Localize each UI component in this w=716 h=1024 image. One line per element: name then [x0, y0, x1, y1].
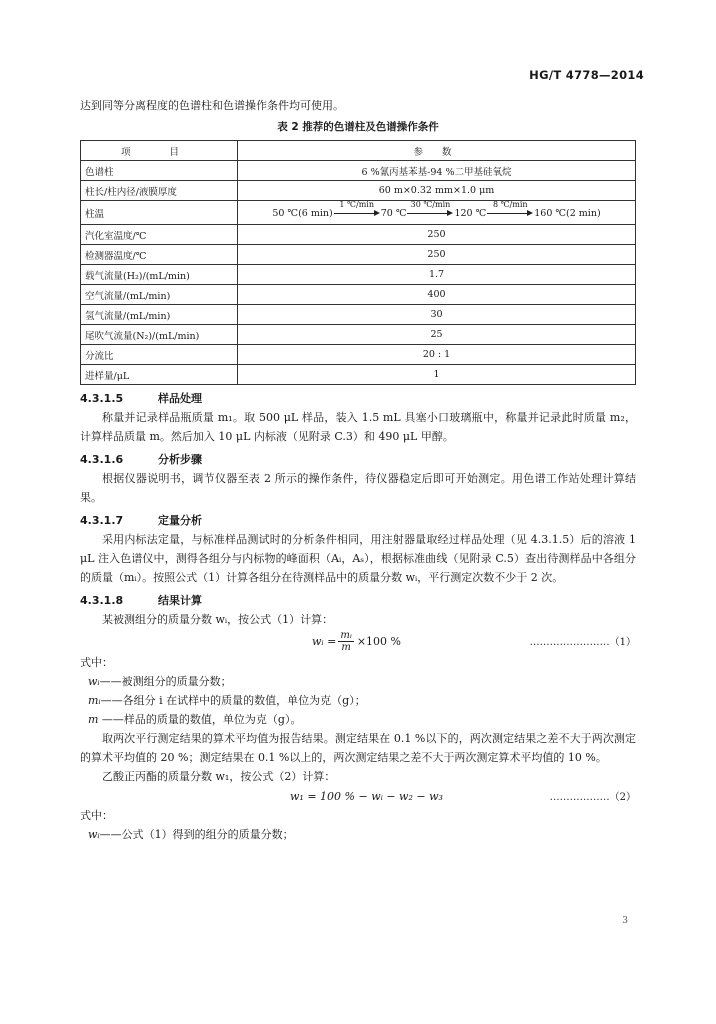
row-label: 柱温 [81, 201, 238, 225]
formula-2 [80, 786, 636, 806]
table-row [81, 265, 636, 285]
section-number: 4.3.1.8 [80, 594, 124, 607]
row-label: 进样量/μL [81, 365, 238, 385]
row-value: 25 [238, 325, 636, 345]
row-value: 400 [238, 285, 636, 305]
table-row [81, 245, 636, 265]
row-label: 分流比 [81, 345, 238, 365]
row-value: 1.7 [238, 265, 636, 285]
section-text: 称量并记录样品瓶质量 m₁。取 500 μL 样品，装入 1.5 mL 具塞小口玻璃瓶中，称量并记录此时质量 m₂，计算样品质量 m。然后加入 10 μL 内标液（见附录 C.3）和 490 μL 甲醇。 [80, 411, 636, 443]
section-heading [80, 389, 636, 408]
formula1-denominator: m [341, 641, 351, 653]
section-text: 根据仪器说明书，调节仪器至表 2 所示的操作条件，待仪器稳定后即可开始测定。用色谱工作站处理计算结果。 [80, 472, 636, 504]
section-4-3-1-7 [80, 511, 636, 587]
header-item: 项 目 [81, 141, 238, 161]
section-heading [80, 450, 636, 469]
page-number: 3 [622, 916, 628, 926]
header-param: 参 数 [238, 141, 636, 161]
row-value: 1 [238, 365, 636, 385]
ramp-arrow-icon [334, 200, 380, 219]
row-value: 250 [238, 225, 636, 245]
oven-temp-2: 120 ℃ [454, 208, 487, 219]
section-4-3-1-8 [80, 591, 636, 844]
row-label: 柱长/柱内径/液膜厚度 [81, 181, 238, 201]
section-number: 4.3.1.6 [80, 453, 124, 466]
def-symbol: wᵢ [88, 675, 100, 688]
row-value: 6 %氰丙基苯基-94 %二甲基硅氧烷 [238, 161, 636, 181]
row-label: 检测器温度/℃ [81, 245, 238, 265]
row-label: 尾吹气流量(N₂)/(mL/min) [81, 325, 238, 345]
table-header-row [81, 141, 636, 161]
where-label: 式中： [80, 656, 113, 669]
table-row [81, 365, 636, 385]
section-number: 4.3.1.7 [80, 514, 124, 527]
oven-temp-initial: 50 ℃(6 min) [272, 208, 333, 219]
def-symbol: mᵢ [88, 694, 101, 707]
formula1-numerator: mᵢ [340, 629, 352, 641]
table-title: 表 2 推荐的色谱柱及色谱操作条件 [277, 121, 439, 133]
def-text: ——被测组分的质量分数； [99, 675, 232, 688]
section-heading [80, 511, 636, 530]
standard-code: HG/T 4778—2014 [529, 68, 644, 82]
document-body [80, 96, 636, 844]
table-row [81, 285, 636, 305]
def-symbol: m [88, 713, 99, 726]
formula1-number: ……………………（1） [529, 637, 636, 648]
def-text: ——公式（1）得到的组分的质量分数； [99, 828, 294, 841]
formula1-lhs: wᵢ = [312, 634, 337, 648]
section-4-3-1-5 [80, 389, 636, 446]
oven-temp-final: 160 ℃(2 min) [534, 208, 601, 219]
row-label: 氢气流量/(mL/min) [81, 305, 238, 325]
where-label-2: 式中： [80, 809, 113, 822]
table-row [81, 225, 636, 245]
table-row [81, 181, 636, 201]
section-heading [80, 591, 636, 610]
section-text: 采用内标法定量，与标准样品测试时的分析条件相同，用注射器量取经过样品处理（见 4.3.1.5）后的溶液 1 μL 注入色谱仪中，测得各组分与内标物的峰面积（Aᵢ，Aₛ），根据标准曲线（见附录 C.5）查出待测样品中各组分的质量（mᵢ）。按照公式（1）计算各组分在待测样品中的质量分数 wᵢ，平行测定次数不少于 2 次。 [80, 533, 636, 584]
result-text: 取两次平行测定结果的算术平均值为报告结果。测定结果在 0.1 %以下的，两次测定结果之差不大于两次测定的算术平均值的 20 %；测定结果在 0.1 %以上的，两次测定结果之差不大于两次测定算术平均值的 10 %。 [80, 732, 636, 764]
table-row-oven [81, 201, 636, 225]
section-title: 分析步骤 [158, 453, 202, 466]
formula2-number: ………………（2） [549, 792, 636, 803]
formula2-lead: 乙酸正丙酯的质量分数 w₁，按公式（2）计算： [102, 770, 336, 783]
section-4-3-1-6 [80, 450, 636, 507]
row-label: 汽化室温度/℃ [81, 225, 238, 245]
section-title: 结果计算 [158, 594, 202, 607]
section-title: 定量分析 [158, 514, 202, 527]
row-value: 60 m×0.32 mm×1.0 μm [238, 181, 636, 201]
row-label: 空气流量/(mL/min) [81, 285, 238, 305]
row-label: 色谱柱 [81, 161, 238, 181]
row-label: 载气流量(H₂)/(mL/min) [81, 265, 238, 285]
formula1-tail: ×100 % [356, 634, 402, 648]
definition-item [80, 710, 636, 729]
definition-item [80, 825, 636, 844]
def-symbol: wᵢ [88, 828, 100, 841]
oven-temp-1: 70 ℃ [380, 208, 407, 219]
section-number: 4.3.1.5 [80, 392, 124, 405]
row-value: 30 [238, 305, 636, 325]
row-value: 250 [238, 245, 636, 265]
formula-1 [80, 629, 636, 653]
table-row [81, 345, 636, 365]
formula1-lead: 某被测组分的质量分数 wᵢ，按公式（1）计算： [102, 613, 334, 626]
table-row [81, 305, 636, 325]
formula2-expression: w₁ = 100 % − wᵢ − w₂ − w₃ [290, 789, 443, 803]
definition-item [80, 672, 636, 691]
def-text: ——各组分 i 在试样中的质量的数值，单位为克（g）； [100, 694, 366, 707]
ramp-rate-3: 8 ℃/min [492, 200, 528, 209]
def-text: ——样品的质量的数值，单位为克（g）。 [98, 713, 302, 726]
section-title: 样品处理 [158, 392, 202, 405]
table-row [81, 325, 636, 345]
ramp-rate-2: 30 ℃/min [410, 200, 451, 209]
ramp-arrow-icon [407, 200, 453, 219]
ramp-arrow-icon [487, 200, 533, 219]
table-row [81, 161, 636, 181]
intro-line: 达到同等分离程度的色谱柱和色谱操作条件均可使用。 [80, 99, 344, 112]
formula1-fraction [338, 630, 354, 653]
ramp-rate-1: 1 ℃/min [339, 200, 374, 209]
definition-item [80, 691, 636, 710]
oven-program [238, 201, 636, 225]
conditions-table [80, 140, 636, 385]
row-value: 20 : 1 [238, 345, 636, 365]
